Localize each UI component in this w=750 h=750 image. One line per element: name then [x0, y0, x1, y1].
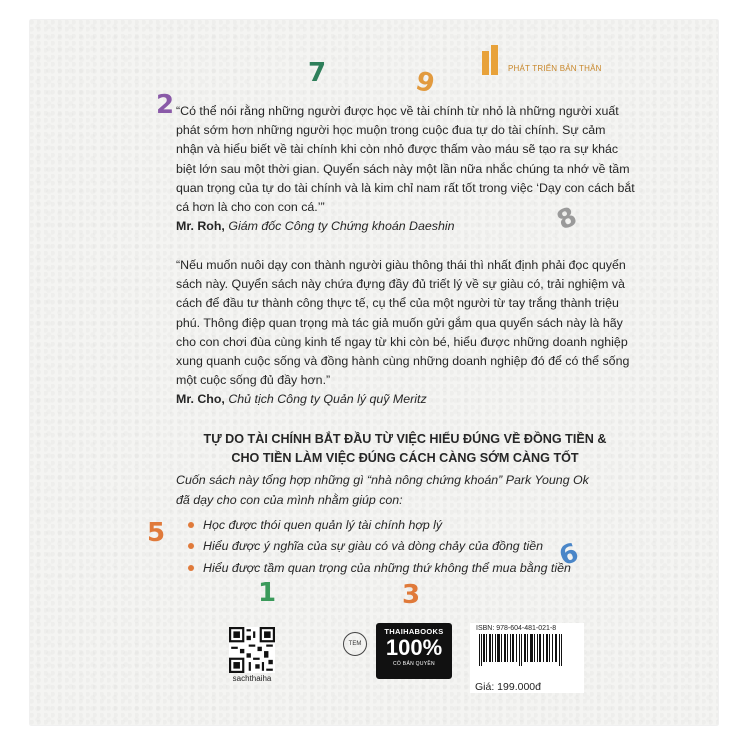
benefit-list: [188, 514, 628, 579]
quote-text: “Có thể nói rằng những người được học về tài chính từ nhỏ là những người xuất phát sớm hơn những người học muộn trong cuộc đua tự do tài chính. Sự cảm nhận và hiểu biết về tài chính khi còn nhỏ được thấm vào máu sẽ tạo ra sự khác biệt lớn sau một thời gian. Quyển sách này một lần nữa nhắc chúng ta nhớ về tầm quan trọng của tự do tài chính và là kim chỉ nam rất tốt trong việc ‘Dạy con cách bắt cá hơn là cho con con cá.’”: [176, 104, 635, 215]
list-item-text: Hiểu được tầm quan trọng của những thứ không thể mua bằng tiền: [203, 560, 571, 575]
qr-label: sachthaiha: [232, 674, 272, 683]
publisher-logo: [482, 45, 602, 75]
price-label: Giá: 199.000đ: [475, 681, 541, 693]
heading-line: CHO TIỀN LÀM VIỆC ĐÚNG CÁCH CÀNG SỚM CÀNG TỐT: [231, 451, 579, 465]
quote-signature: [176, 217, 636, 236]
heading-line: TỰ DO TÀI CHÍNH BẮT ĐẦU TỪ VIỆC HIỂU ĐÚNG VỀ ĐỒNG TIỀN &: [203, 432, 607, 446]
badge-percent: 100%: [385, 635, 443, 660]
decor-number-1: 1: [258, 578, 277, 608]
quote-cho: [176, 256, 636, 410]
quote-author: Mr. Cho,: [176, 392, 225, 407]
isbn-text: ISBN: 978-604-481-021-8: [476, 625, 557, 632]
decor-number-2: 2: [156, 90, 175, 120]
quote-role: Giám đốc Công ty Chứng khoán Daeshin: [228, 219, 455, 234]
section-heading: [170, 430, 640, 468]
bullet-dot-icon: [188, 543, 194, 549]
quote-text: “Nếu muốn nuôi dạy con thành người giàu thông thái thì nhất định phải đọc quyển sách này. Quyển sách này chứa đựng đầy đủ triết lý về sự giàu có, trải nghiệm và cách để đầu tư thành công thực tế, cụ thể của một người từ tay trắng thành triệu phú. Thông điệp quan trọng mà tác giả muốn gửi gắm qua quyển sách này là hãy cho con chơi đùa cùng kinh tế ngay từ khi còn bé, hiểu được những doanh nghiệp xung quanh cuộc sống và đồng hành cùng những doanh nghiệp đó để có thể sống một cuộc sống đủ đầy hơn.”: [176, 258, 630, 388]
decor-number-5: 5: [147, 518, 166, 548]
series-label: PHÁT TRIỂN BẢN THÂN: [508, 64, 602, 73]
quote-role: Chủ tịch Công ty Quản lý quỹ Meritz: [228, 392, 427, 407]
list-item: [188, 514, 628, 536]
intro-text: [176, 471, 616, 510]
decor-number-7: 7: [308, 58, 327, 88]
badge-brand: THAIHABOOKS: [384, 627, 444, 636]
decor-number-6: 6: [555, 537, 583, 573]
decor-number-8: 8: [552, 201, 582, 237]
list-item: [188, 557, 628, 579]
list-item: [188, 536, 628, 558]
list-item-text: Học được thói quen quản lý tài chính hợp lý: [203, 517, 443, 532]
badge-caption: CÓ BẢN QUYỀN: [393, 661, 435, 667]
intro-line: đã dạy cho con của mình nhằm giúp con:: [176, 492, 403, 507]
decor-number-9: 9: [412, 66, 438, 100]
barcode-icon: [477, 634, 577, 670]
book-back-cover: [30, 20, 718, 725]
quote-author: Mr. Roh,: [176, 219, 225, 234]
decor-number-3: 3: [402, 580, 421, 610]
quote-signature: [176, 390, 636, 409]
intro-line: Cuốn sách này tổng hợp những gì “nhà nông chứng khoán” Park Young Ok: [176, 473, 589, 487]
bullet-dot-icon: [188, 565, 194, 571]
list-item-text: Hiểu được ý nghĩa của sự giàu có và dòng chảy của đồng tiền: [203, 539, 544, 554]
copyright-badge: [376, 623, 452, 679]
tem-sticker: TEM: [343, 632, 367, 656]
bullet-dot-icon: [188, 522, 194, 528]
logo-mark-icon: [482, 45, 504, 75]
qr-code-icon[interactable]: [229, 627, 275, 673]
quote-roh: [176, 102, 636, 236]
